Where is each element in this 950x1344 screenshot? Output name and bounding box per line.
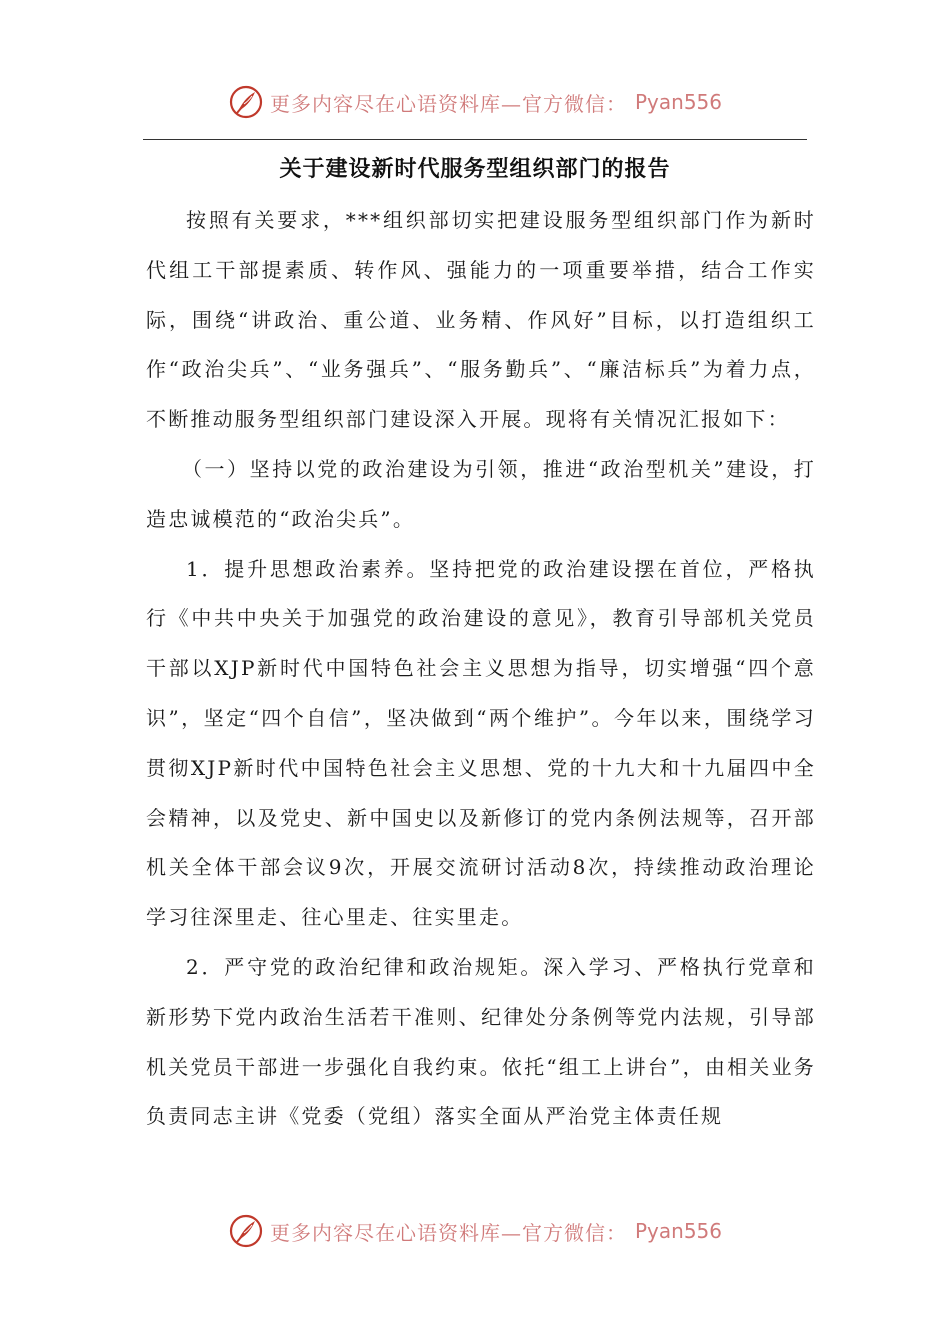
quill-logo-icon xyxy=(228,84,264,120)
document-body xyxy=(146,196,816,1142)
watermark-text: 更多内容尽在心语资料库—官方微信： xyxy=(269,91,627,116)
header-watermark xyxy=(0,80,950,124)
header-divider xyxy=(143,139,807,140)
watermark-wechat-id: Pyan556 xyxy=(634,90,722,114)
paragraph-section-heading: （一）坚持以党的政治建设为引领，推进“政治型机关”建设，打造忠诚模范的“政治尖兵”。 xyxy=(146,456,816,531)
document-title: 关于建设新时代服务型组织部门的报告 xyxy=(279,157,671,182)
watermark-group xyxy=(228,84,722,120)
paragraph-item-1: 1．提升思想政治素养。坚持把党的政治建设摆在首位，严格执行《中共中央关于加强党的政治建设的意见》，教育引导部机关党员干部以XJP新时代中国特色社会主义思想为指导，切实增强“四个意识”，坚定“四个自信”，坚决做到“两个维护”。今年以来，围绕学习贯彻XJP新时代中国特色社会主义思想、党的十九大和十九届四中全会精神，以及党史、新中国史以及新修订的党内条例法规等，召开部机关全体干部会议9次，开展交流研讨活动8次，持续推动政治理论学习往深里走、往心里走、往实里走。 xyxy=(146,556,816,930)
quill-logo-icon xyxy=(228,1213,264,1249)
footer-watermark xyxy=(0,1209,950,1253)
paragraph-item-2: 2．严守党的政治纪律和政治规矩。深入学习、严格执行党章和新形势下党内政治生活若干准则、纪律处分条例等党内法规，引导部机关党员干部进一步强化自我约束。依托“组工上讲台”，由相关业务负责同志主讲《党委（党组）落实全面从严治党主体责任规 xyxy=(146,954,816,1129)
watermark-group xyxy=(228,1213,722,1249)
watermark-text: 更多内容尽在心语资料库—官方微信： xyxy=(269,1220,627,1245)
watermark-wechat-id: Pyan556 xyxy=(634,1219,722,1243)
paragraph-intro: 按照有关要求，***组织部切实把建设服务型组织部门作为新时代组工干部提素质、转作风、强能力的一项重要举措，结合工作实际，围绕“讲政治、重公道、业务精、作风好”目标，以打造组织工作“政治尖兵”、“业务强兵”、“服务勤兵”、“廉洁标兵”为着力点，不断推动服务型组织部门建设深入开展。现将有关情况汇报如下： xyxy=(146,208,816,432)
